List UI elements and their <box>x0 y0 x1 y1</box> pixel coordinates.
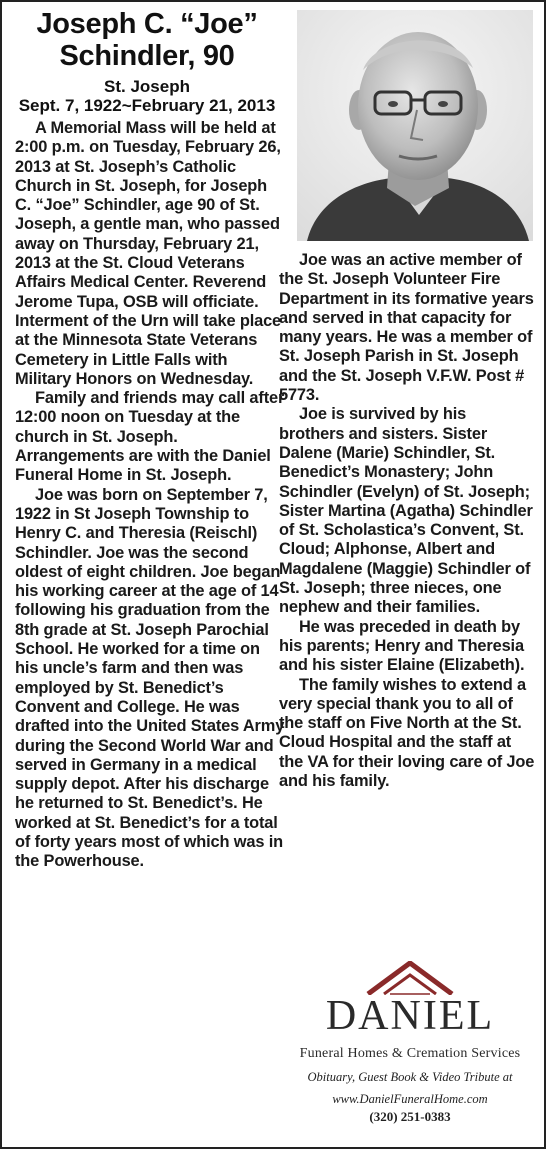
obituary-column-right <box>279 251 535 791</box>
funeral-home-name: DANIEL <box>325 993 495 1039</box>
obituary-place: St. Joseph <box>104 77 190 96</box>
funeral-home-tagline: Funeral Homes & Cremation Services <box>299 1046 521 1061</box>
right-paragraph: Joe is survived by his brothers and sisters. Sister Dalene (Marie) Schindler, St. Benedict’s Monastery; John Schindler (Evelyn) of St. Joseph; Sister Martina (Agatha) Schindler of St. Scholastica’s Convent, St. Cloud; Alphonse, Albert and Magdalene (Maggie) Schindler of St. Joseph; three nieces, one nephew and their families. <box>279 405 533 617</box>
funeral-home-logo <box>281 961 539 1125</box>
obituary-name-line-1: Joseph C. “Joe” <box>36 8 258 40</box>
obituary-column-left <box>15 119 285 872</box>
right-paragraph: He was preceded in death by his parents; Henry and Theresia and his sister Elaine (Elizabeth). <box>279 617 525 675</box>
left-paragraph: Joe was born on September 7, 1922 in St Joseph Township to Henry C. and Theresia (Reischl) Schindler. Joe was the second oldest of eight children. Joe began his working career at the age of 14 following his graduation from the 8th grade at St. Joseph Parochial School. He worked for a time on his uncle’s farm and then was employed by St. Benedict’s Convent and College. He was drafted into the United States Army during the Second World War and served in Germany in a medical supply depot. After his discharge he returned to St. Benedict’s. He worked at St. Benedict’s for a total of forty years most of which was in the Powerhouse. <box>15 485 285 871</box>
obituary-name-line-2: Schindler, 90 <box>59 40 235 72</box>
right-paragraph: Joe was an active member of the St. Joseph Volunteer Fire Department in its formative years and served in that capacity for many years. He was a member of St. Joseph Parish in St. Joseph and the St. Joseph V.F.W. Post # 5773. <box>279 251 534 405</box>
portrait-image <box>297 10 533 241</box>
house-roof-icon <box>360 961 460 995</box>
funeral-home-info-line: Obituary, Guest Book & Video Tribute at <box>307 1070 513 1084</box>
portrait-photo <box>297 10 533 241</box>
right-paragraph: The family wishes to extend a very special thank you to all of the staff on Five North at the St. Cloud Hospital and the staff at the VA for their loving care of Joe and his family. <box>279 675 535 791</box>
obituary-dates: Sept. 7, 1922~February 21, 2013 <box>18 96 276 115</box>
left-paragraph: Family and friends may call after 12:00 noon on Tuesday at the church in St. Joseph. Arrangements are with the Daniel Funeral Home in St. Joseph. <box>15 389 285 485</box>
left-paragraph: A Memorial Mass will be held at 2:00 p.m. on Tuesday, February 26, 2013 at St. Joseph’s Catholic Church in St. Joseph, for Joseph C. “Joe” Schindler, age 90 of St. Joseph, a gentle man, who passed away on Thursday, February 21, 2013 at the St. Cloud Veterans Affairs Medical Center. Reverend Jerome Tupa, OSB will officiate. Interment of the Urn will take place at the Minnesota State Veterans Cemetery in Little Falls with Military Honors on Wednesday. <box>15 119 282 388</box>
funeral-home-website: www.DanielFuneralHome.com <box>332 1092 488 1106</box>
funeral-home-phone: (320) 251-0383 <box>369 1109 451 1124</box>
